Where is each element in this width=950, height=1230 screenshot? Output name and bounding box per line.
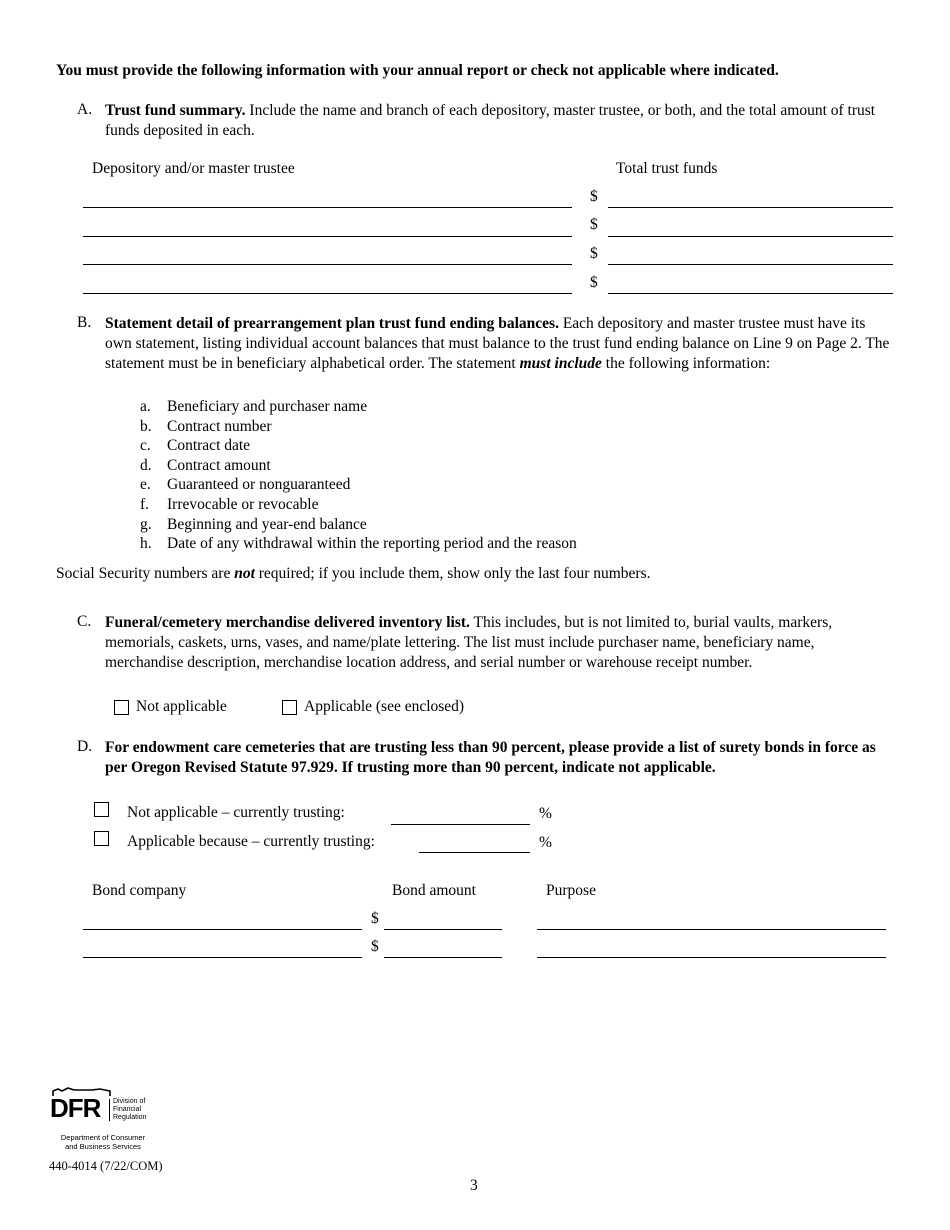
currency-symbol: $ bbox=[590, 216, 598, 233]
depository-field-4[interactable] bbox=[83, 293, 572, 294]
logo-department-name bbox=[55, 1133, 151, 1151]
col-depository-header: Depository and/or master trustee bbox=[92, 160, 295, 177]
list-item-label: Irrevocable or revocable bbox=[167, 495, 319, 513]
section-c-text bbox=[105, 613, 895, 673]
bonds-not-applicable-checkbox[interactable] bbox=[94, 802, 109, 817]
section-b-heading: Statement detail of prearrangement plan trust fund ending balances. bbox=[105, 315, 559, 332]
percent-symbol: % bbox=[539, 805, 552, 822]
bond-company-field-2[interactable] bbox=[83, 957, 362, 958]
logo-division-line: Regulation bbox=[113, 1114, 147, 1121]
section-b-body-1: Each depository and master trustee must have its own statement, listing individual account balances that must balance to the trust fund ending balance on Line 9 on Page 2. The statement must be in beneficiary alphabetical order. The statement bbox=[105, 315, 890, 372]
inventory-applicable-label: Applicable (see enclosed) bbox=[304, 698, 465, 715]
currency-symbol: $ bbox=[371, 910, 379, 927]
list-item-label: Contract number bbox=[167, 417, 272, 435]
list-item-marker: c. bbox=[140, 437, 151, 455]
list-item-label: Guaranteed or nonguaranteed bbox=[167, 476, 351, 494]
list-item-label: Contract amount bbox=[167, 456, 271, 474]
depository-field-1[interactable] bbox=[83, 207, 572, 208]
list-item-marker: h. bbox=[140, 535, 152, 553]
logo-dept-line: Department of Consumer bbox=[60, 1133, 146, 1142]
section-d-heading: For endowment care cemeteries that are trusting less than 90 percent, please provide a list of surety bonds in force as per Oregon Revised Statute 97.929. If trusting more than 90 percent, indicate not applicable. bbox=[105, 739, 876, 776]
bonds-applicable-checkbox[interactable] bbox=[94, 831, 109, 846]
logo-division-line: Financial bbox=[113, 1106, 142, 1113]
logo-divider bbox=[109, 1099, 110, 1121]
ssn-note-part-2: required; if you include them, show only the last four numbers. bbox=[254, 565, 651, 582]
bond-amount-field-1[interactable] bbox=[384, 929, 502, 930]
bonds-applicable-label: Applicable because – currently trusting: bbox=[127, 833, 375, 850]
purpose-field-2[interactable] bbox=[537, 957, 886, 958]
total-field-3[interactable] bbox=[608, 264, 893, 265]
form-number: 440-4014 (7/22/COM) bbox=[49, 1159, 163, 1173]
inventory-not-applicable-checkbox[interactable] bbox=[114, 700, 129, 715]
section-b-emphasis: must include bbox=[519, 355, 602, 372]
section-b-body-2: the following information: bbox=[601, 355, 771, 372]
section-a-letter: A. bbox=[77, 101, 93, 118]
intro-instruction: You must provide the following information with your annual report or check not applicable where indicated. bbox=[56, 62, 779, 79]
col-purpose-header: Purpose bbox=[546, 882, 596, 899]
section-c-heading: Funeral/cemetery merchandise delivered inventory list. bbox=[105, 614, 470, 631]
list-item-marker: d. bbox=[140, 456, 152, 474]
logo-division-name bbox=[113, 1098, 146, 1122]
purpose-field-1[interactable] bbox=[537, 929, 886, 930]
total-field-4[interactable] bbox=[608, 293, 893, 294]
inventory-applicable-checkbox[interactable] bbox=[282, 700, 297, 715]
section-a-text bbox=[105, 101, 895, 141]
section-d-letter: D. bbox=[77, 738, 93, 755]
bond-company-field-1[interactable] bbox=[83, 929, 362, 930]
logo-wordmark: DFR bbox=[50, 1093, 101, 1123]
list-item-label: Beneficiary and purchaser name bbox=[167, 398, 368, 415]
list-item-marker: a. bbox=[140, 398, 151, 415]
ssn-note-emphasis: not bbox=[234, 565, 255, 582]
list-item-marker: b. bbox=[140, 417, 152, 435]
logo-division-line: Division of bbox=[113, 1098, 146, 1105]
bond-amount-field-2[interactable] bbox=[384, 957, 502, 958]
inventory-not-applicable-label: Not applicable bbox=[136, 698, 227, 715]
section-b-text bbox=[105, 314, 895, 374]
section-b-letter: B. bbox=[77, 314, 92, 331]
col-total-header: Total trust funds bbox=[616, 160, 718, 177]
currency-symbol: $ bbox=[590, 188, 598, 205]
total-field-2[interactable] bbox=[608, 236, 893, 237]
ssn-note bbox=[56, 565, 651, 583]
section-c-letter: C. bbox=[77, 613, 92, 630]
list-item-marker: e. bbox=[140, 476, 151, 494]
list-item-marker: g. bbox=[140, 515, 152, 533]
trusting-percent-field-1[interactable] bbox=[391, 824, 530, 825]
currency-symbol: $ bbox=[590, 245, 598, 262]
dfr-logo bbox=[50, 1087, 160, 1155]
trusting-percent-field-2[interactable] bbox=[419, 852, 530, 853]
depository-field-3[interactable] bbox=[83, 264, 572, 265]
col-bond-amount-header: Bond amount bbox=[392, 882, 476, 899]
section-c-body: This includes, but is not limited to, burial vaults, markers, memorials, caskets, urns, vases, and name/plate lettering. The list must include purchaser name, beneficiary name, merchandise description, merchandise location address, and serial number or warehouse receipt number. bbox=[105, 614, 833, 671]
page-number: 3 bbox=[470, 1177, 478, 1194]
percent-symbol: % bbox=[539, 834, 552, 851]
col-bond-company-header: Bond company bbox=[92, 882, 187, 899]
list-item-label: Beginning and year-end balance bbox=[167, 515, 367, 533]
section-a-heading: Trust fund summary. bbox=[105, 102, 246, 119]
logo-dept-line: and Business Services bbox=[65, 1142, 141, 1151]
section-a-body: Include the name and branch of each depository, master trustee, or both, and the total amount of trust funds deposited in each. bbox=[105, 102, 876, 139]
list-item-label: Date of any withdrawal within the reporting period and the reason bbox=[167, 535, 577, 553]
list-item-marker: f. bbox=[140, 495, 150, 513]
depository-field-2[interactable] bbox=[83, 236, 572, 237]
currency-symbol: $ bbox=[371, 938, 379, 955]
total-field-1[interactable] bbox=[608, 207, 893, 208]
list-item-label: Contract date bbox=[167, 437, 251, 455]
currency-symbol: $ bbox=[590, 274, 598, 291]
bonds-not-applicable-label: Not applicable – currently trusting: bbox=[127, 804, 345, 821]
ssn-note-part-1: Social Security numbers are bbox=[56, 565, 235, 582]
